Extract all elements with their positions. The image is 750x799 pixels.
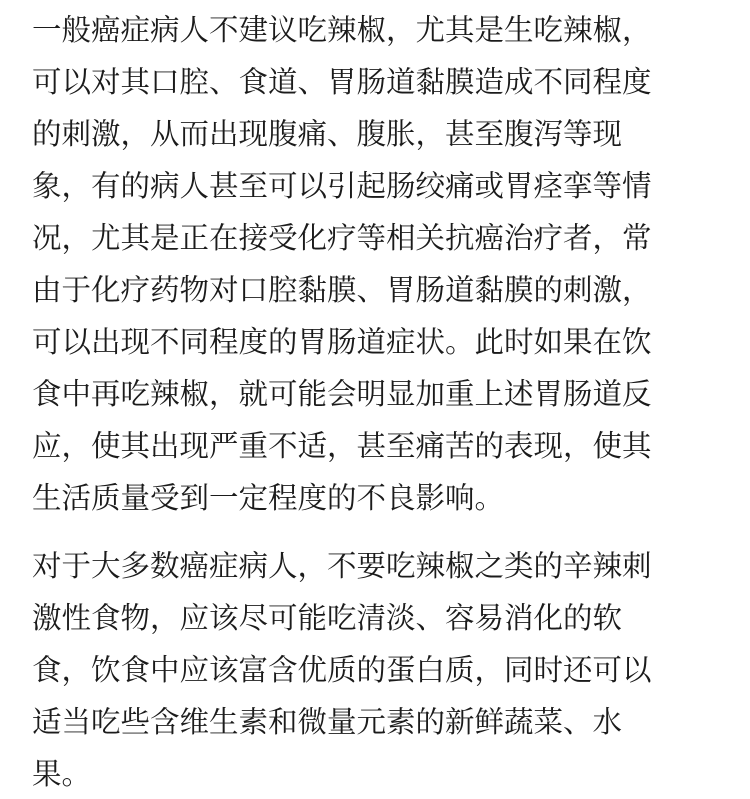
text-line: 的刺激，从而出现腹痛、腹胀，甚至腹泻等现	[32, 117, 623, 151]
text-line: 食，饮食中应该富含优质的蛋白质，同时还可以	[32, 653, 652, 687]
paragraph-1	[32, 4, 718, 524]
text-line: 生活质量受到一定程度的不良影响。	[32, 481, 505, 515]
text-line: 况，尤其是正在接受化疗等相关抗癌治疗者，常	[32, 221, 652, 255]
text-line: 可以对其口腔、食道、胃肠道黏膜造成不同程度	[32, 65, 652, 99]
text-line: 果。	[32, 757, 92, 791]
text-line: 激性食物，应该尽可能吃清淡、容易消化的软	[32, 601, 623, 635]
text-line: 食中再吃辣椒，就可能会明显加重上述胃肠道反	[32, 377, 652, 411]
text-line: 象，有的病人甚至可以引起肠绞痛或胃痉挛等情	[32, 169, 652, 203]
text-line: 一般癌症病人不建议吃辣椒，尤其是生吃辣椒，	[32, 13, 652, 47]
paragraph-2	[32, 540, 718, 799]
text-line: 可以出现不同程度的胃肠道症状。此时如果在饮	[32, 325, 652, 359]
text-line: 适当吃些含维生素和微量元素的新鲜蔬菜、水	[32, 705, 623, 739]
text-line: 对于大多数癌症病人，不要吃辣椒之类的辛辣刺	[32, 549, 652, 583]
text-line: 应，使其出现严重不适，甚至痛苦的表现，使其	[32, 429, 652, 463]
text-line: 由于化疗药物对口腔黏膜、胃肠道黏膜的刺激，	[32, 273, 652, 307]
